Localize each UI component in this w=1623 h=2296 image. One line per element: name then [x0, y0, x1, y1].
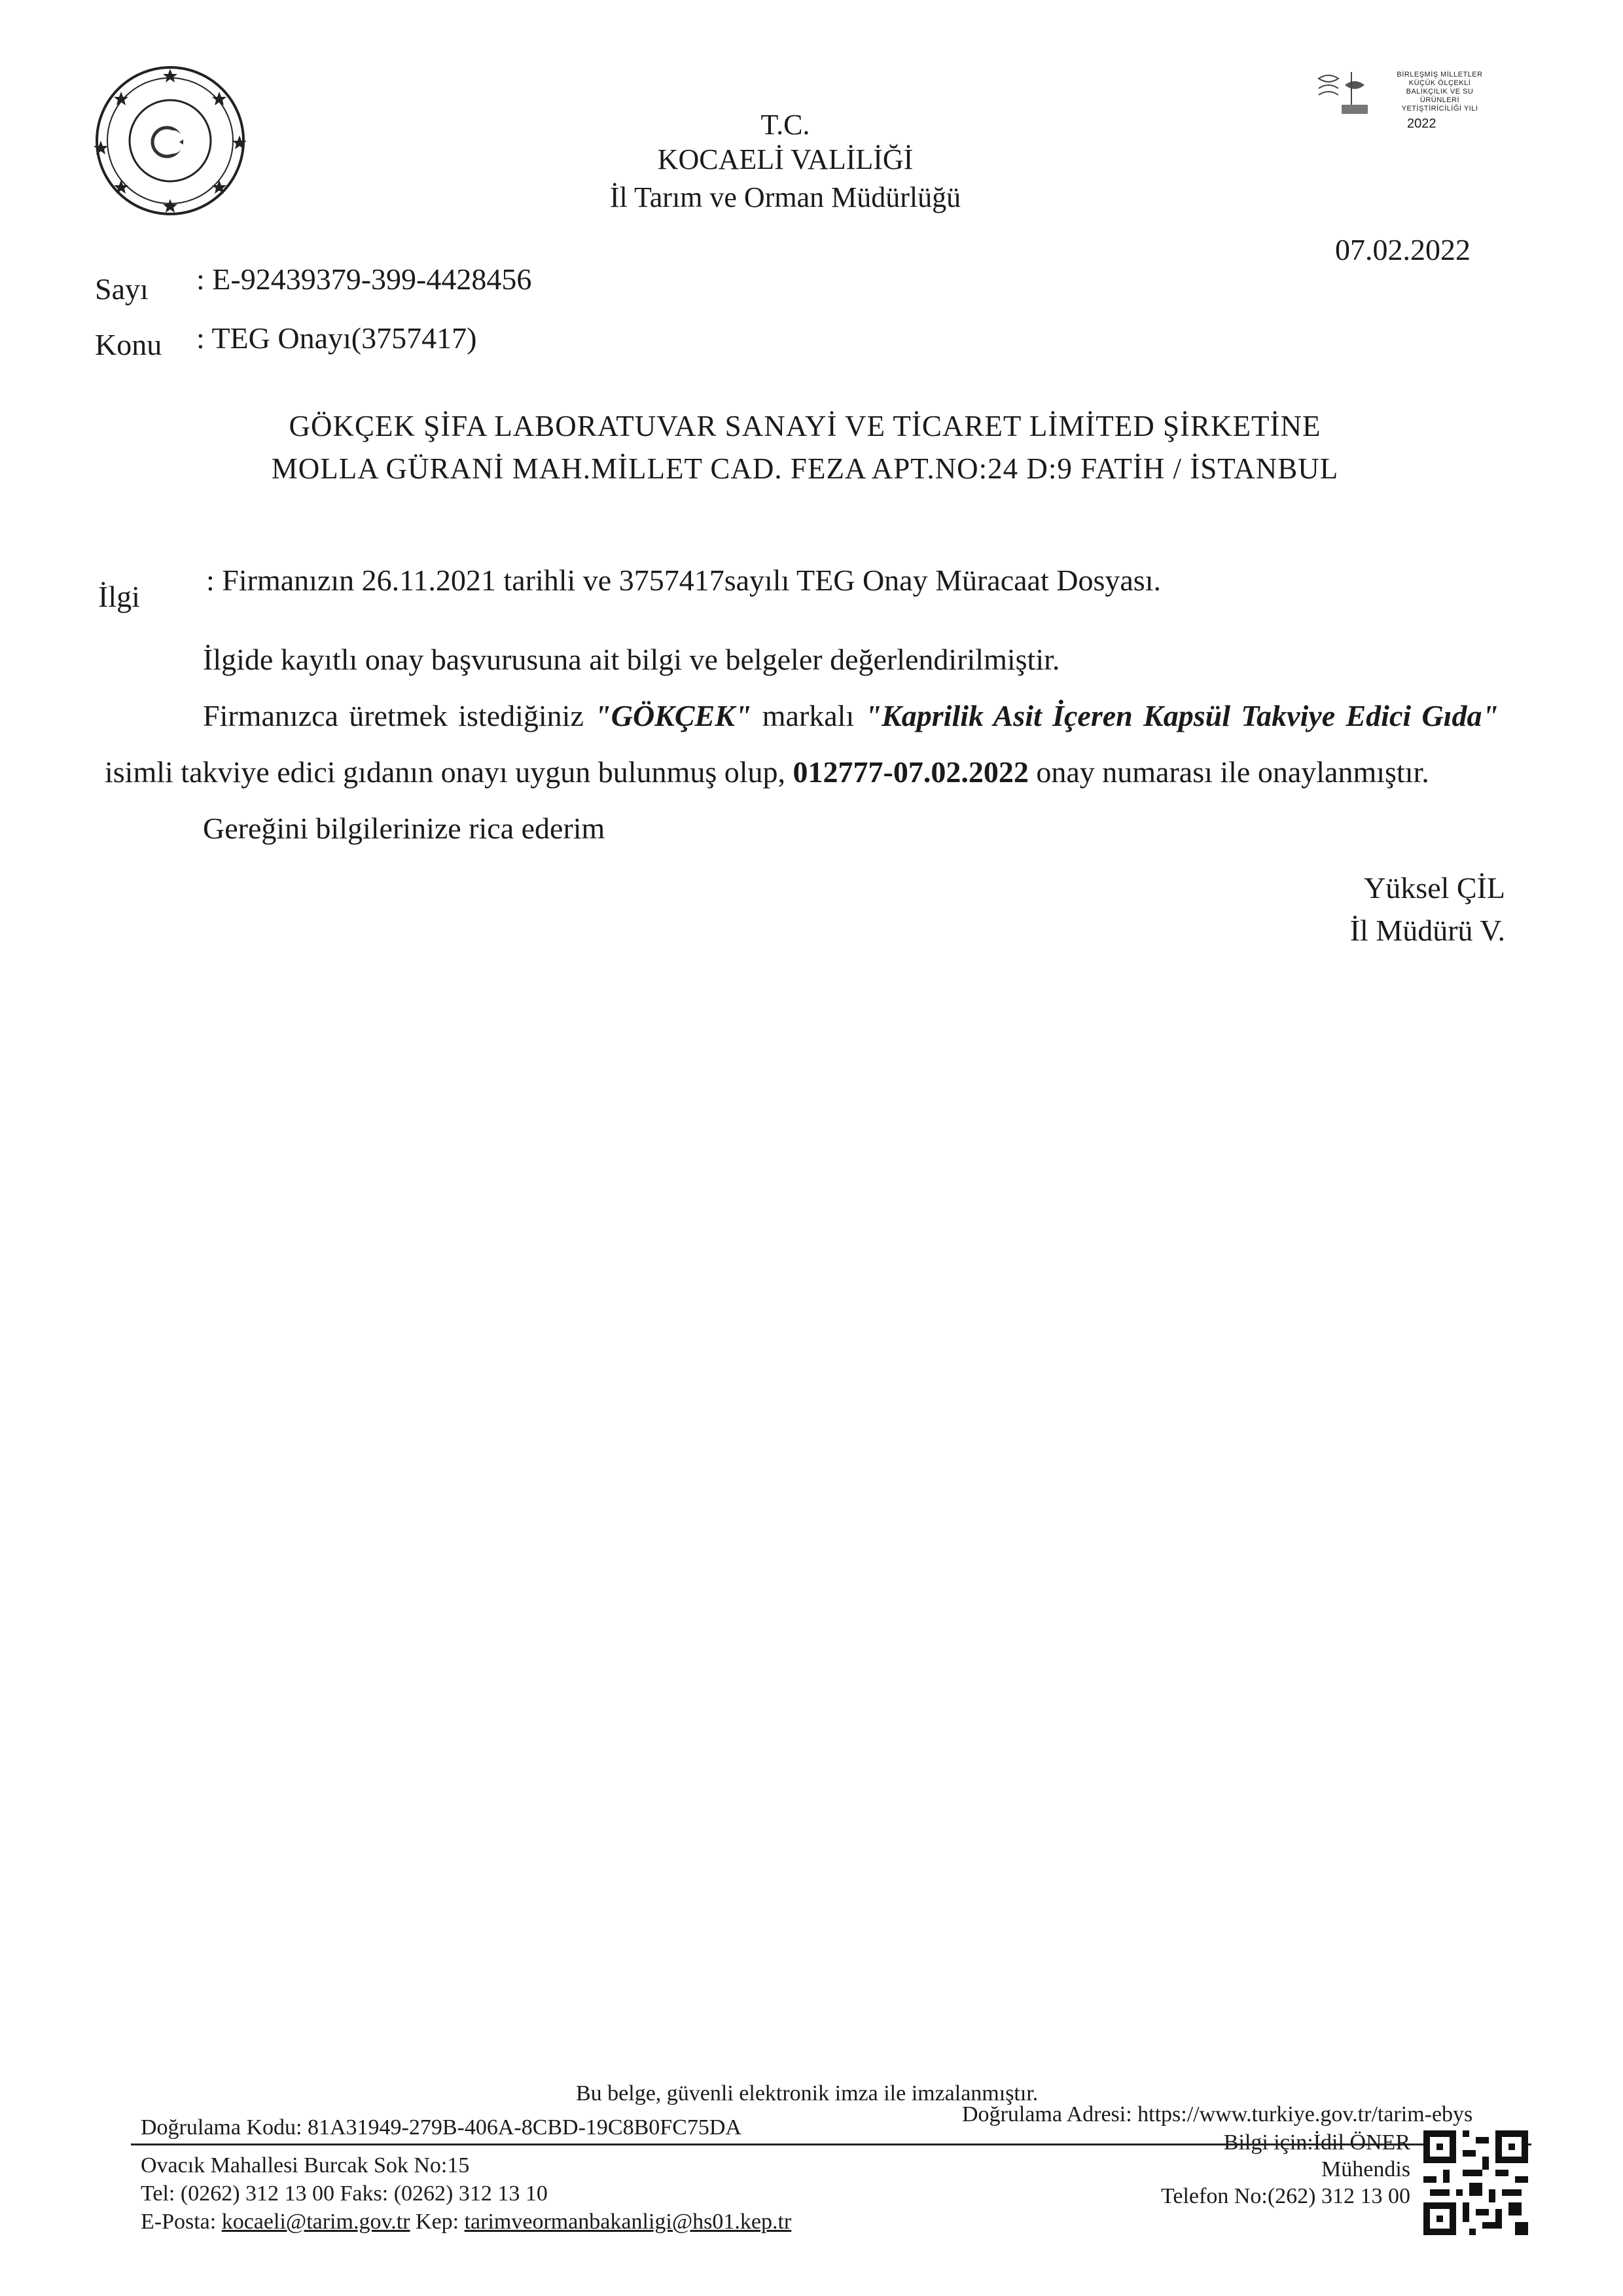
ministry-seal-icon — [92, 62, 249, 219]
footer-phone: Tel: (0262) 312 13 00 Faks: (0262) 312 13 10 — [141, 2181, 548, 2206]
info-contact: Bilgi için:İdil ÖNER — [1223, 2130, 1410, 2155]
esign-note: Bu belge, güvenli elektronik imza ile imzalanmıştır. — [576, 2081, 1039, 2106]
konu-value: : TEG Onayı(3757417) — [196, 321, 477, 355]
approval-number: 012777-07.02.2022 — [793, 755, 1029, 789]
header-directorate: İl Tarım ve Orman Müdürlüğü — [609, 181, 961, 213]
ilgi-value: : Firmanızın 26.11.2021 tarihli ve 3757417sayılı TEG Onay Müracaat Dosyası. — [206, 564, 1161, 597]
footer-contact: E-Posta: kocaeli@tarim.gov.tr Kep: tarimveormanbakanligi@hs01.kep.tr — [141, 2210, 792, 2234]
document-date: 07.02.2022 — [1335, 233, 1471, 266]
header-governorship: KOCAELİ VALİLİĞİ — [657, 143, 914, 175]
body-paragraph-2: Firmanızca üretmek istediğiniz "GÖKÇEK" markalı "Kaprilik Asit İçeren Kapsül Takviye Edici Gıda" isimli takviye edici gıdanın onayı uygun bulunmuş olup, 012777-07.02.2022 onay numarası ile onaylanmıştır. — [105, 699, 1499, 789]
info-role: Mühendis — [1321, 2157, 1410, 2181]
sayi-value: : E-92439379-399-4428456 — [196, 262, 532, 296]
verification-address: Doğrulama Adresi: https://www.turkiye.gov.tr/tarim-ebys — [962, 2102, 1473, 2126]
un-year-badge — [1315, 65, 1492, 137]
kep-link[interactable]: tarimveormanbakanligi@hs01.kep.tr — [464, 2210, 792, 2234]
qr-code-icon — [1423, 2130, 1528, 2235]
body-paragraph-3: Gereğini bilgilerinize rica ederim — [203, 812, 605, 845]
footer-address: Ovacık Mahallesi Burcak Sok No:15 — [141, 2153, 470, 2178]
konu-label: Konu — [95, 328, 162, 361]
brand-name: "GÖKÇEK" — [594, 699, 752, 732]
ministry-seal — [92, 62, 249, 219]
recipient-address: MOLLA GÜRANİ MAH.MİLLET CAD. FEZA APT.NO:24 D:9 FATİH / İSTANBUL — [271, 452, 1339, 485]
badge-text: BİRLEŞMİŞ MİLLETLER KÜÇÜK ÖLÇEKLİ BALIKÇILIK VE SU ÜRÜNLERİ YETİŞTİRİCİLİĞİ YILI — [1397, 71, 1483, 113]
qr-code — [1423, 2130, 1528, 2235]
verification-code: Doğrulama Kodu: 81A31949-279B-406A-8CBD-19C8B0FC75DA — [141, 2115, 741, 2140]
fish-icon — [1315, 65, 1381, 131]
header-tc: T.C. — [760, 109, 810, 141]
sayi-label: Sayı — [95, 272, 149, 306]
ilgi-label: İlgi — [98, 580, 140, 613]
product-name: "Kaprilik Asit İçeren Kapsül Takviye Edici Gıda" — [865, 699, 1499, 732]
signer-name: Yüksel ÇİL — [1364, 871, 1505, 905]
recipient-company: GÖKÇEK ŞİFA LABORATUVAR SANAYİ VE TİCARET LİMİTED ŞİRKETİNE — [289, 410, 1321, 442]
badge-year: 2022 — [1407, 117, 1436, 131]
signer-title: İl Müdürü V. — [1349, 914, 1505, 947]
info-phone: Telefon No:(262) 312 13 00 — [1161, 2184, 1410, 2208]
body-paragraph-1: İlgide kayıtlı onay başvurusuna ait bilgi ve belgeler değerlendirilmiştir. — [203, 643, 1060, 676]
email-link[interactable]: kocaeli@tarim.gov.tr — [221, 2210, 410, 2234]
letter-body — [105, 632, 1499, 857]
